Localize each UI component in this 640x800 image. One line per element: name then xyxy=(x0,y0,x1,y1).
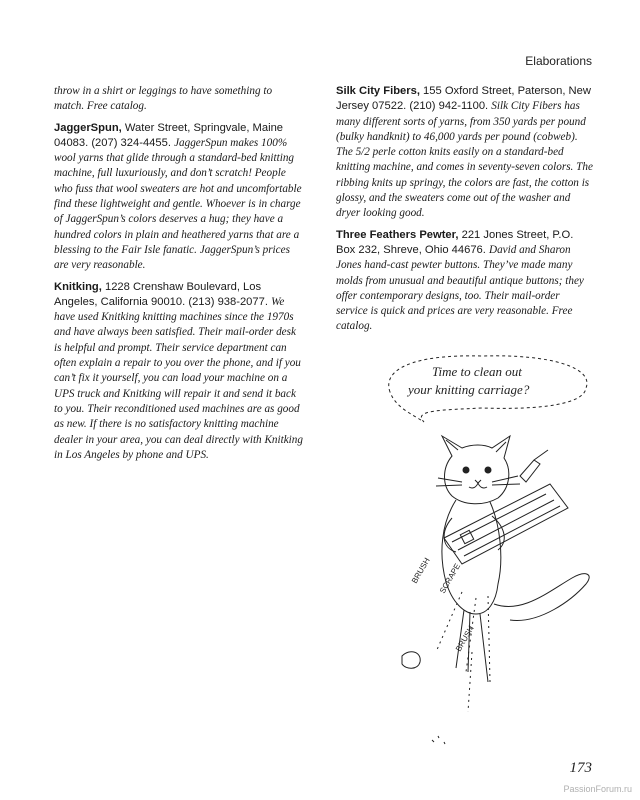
continued-text: throw in a shirt or leggings to have something to match. Free catalog. xyxy=(54,85,273,113)
cat-body xyxy=(442,500,501,614)
right-column xyxy=(336,84,594,341)
cat-ear-right xyxy=(496,442,506,452)
entry-name: Three Feathers Pewter, xyxy=(336,228,459,241)
cat-tail xyxy=(494,574,589,621)
dust-specks xyxy=(432,736,445,744)
entry-knitking xyxy=(54,280,304,464)
speech-line-2: your knitting carriage? xyxy=(408,382,530,397)
left-column xyxy=(54,84,304,469)
entry-address: 1228 Crenshaw Boulevard, Los Angeles, California 90010. (213) 938-2077. xyxy=(54,280,272,308)
dust-lines xyxy=(436,592,490,712)
cat-whiskers xyxy=(436,476,520,486)
speech-line-1: Time to clean out xyxy=(432,364,522,379)
watermark: PassionForum.ru xyxy=(563,784,632,794)
sfx-brush-1: BRUSH xyxy=(409,556,432,585)
running-header: Elaborations xyxy=(525,54,592,68)
entry-name: JaggerSpun, xyxy=(54,121,122,134)
cat-nose xyxy=(475,480,481,483)
entry-description: David and Sharon Jones hand-cast pewter buttons. They’ve made many molds from unusual and beautiful antique buttons; they offer contemporary designs, too. Their mail-order service is quick and prices are very reasonable. Free catalog. xyxy=(336,243,584,333)
entry-description: Silk City Fibers has many different sorts of yarns, from 350 yards per pound (bulky handknit) to 46,000 yards per pound (cobweb). The 5/2 perle cotton knits easily on a standard-bed knitting machine, and comes in seventy-seven colors. The ribbing knits up springy, the colors are fast, the cotton is glossy, and the sweaters come out of the washer and dryer looking good. xyxy=(336,100,593,220)
entry-description: JaggerSpun makes 100% wool yarns that glide through a standard-bed knitting machine, full luxuriously, and don’t scratch! People who fuss that wool sweaters are hot and uncomfortable find these lightweight and gentle. Whoever is in charge of JaggerSpun’s colors deserves a hug; they have a hundred colors in plain and heathered yarns that are a blessing to the Fair Isle fanatic. JaggerSpun’s prices are very reasonable. xyxy=(54,136,302,272)
page-number: 173 xyxy=(569,760,592,776)
cat-leg-right xyxy=(480,614,488,682)
entry-address: 155 Oxford Street, Paterson, New Jersey 07522. (210) 942-1100. xyxy=(336,85,591,113)
cat-eye-right xyxy=(485,467,491,473)
entry-address: 221 Jones Street, P.O. Box 232, Shreve, Ohio 44676. xyxy=(336,228,574,256)
entry-address: Water Street, Springvale, Maine 04083. (207) 324-4455. xyxy=(54,121,284,149)
cat-foot xyxy=(402,652,420,669)
brush xyxy=(520,450,548,482)
sfx-brush-2: BRUSH xyxy=(453,624,476,653)
cat-head xyxy=(442,436,510,504)
cat-mouth xyxy=(469,483,487,488)
entry-three-feathers-pewter xyxy=(336,228,594,335)
sfx-scrape: SCRAPE xyxy=(437,562,463,595)
entry-name: Knitking, xyxy=(54,280,102,293)
cat-eye-left xyxy=(463,467,469,473)
entry-description: We have used Knitking knitting machines since the 1970s and have always been satisfied. Their mail-order desk is helpful and prompt. Their service department can often explain a repair to you over the phone, and if you can’t fix it yourself, you can load your machine on a UPS truck and Knitking will repair it and send it back to you. Their reconditioned used machines are as good as new. If there is no satisfactory knitting machine dealer in your area, you can deal directly with Knitking in Los Angeles by phone and UPS. xyxy=(54,295,303,461)
knitting-carriage xyxy=(444,484,568,564)
cat-cartoon-illustration xyxy=(372,352,608,752)
entry-name: Silk City Fibers, xyxy=(336,85,420,97)
entry-jaggerspun xyxy=(54,121,304,274)
entry-silk-city-fibers xyxy=(336,84,594,222)
